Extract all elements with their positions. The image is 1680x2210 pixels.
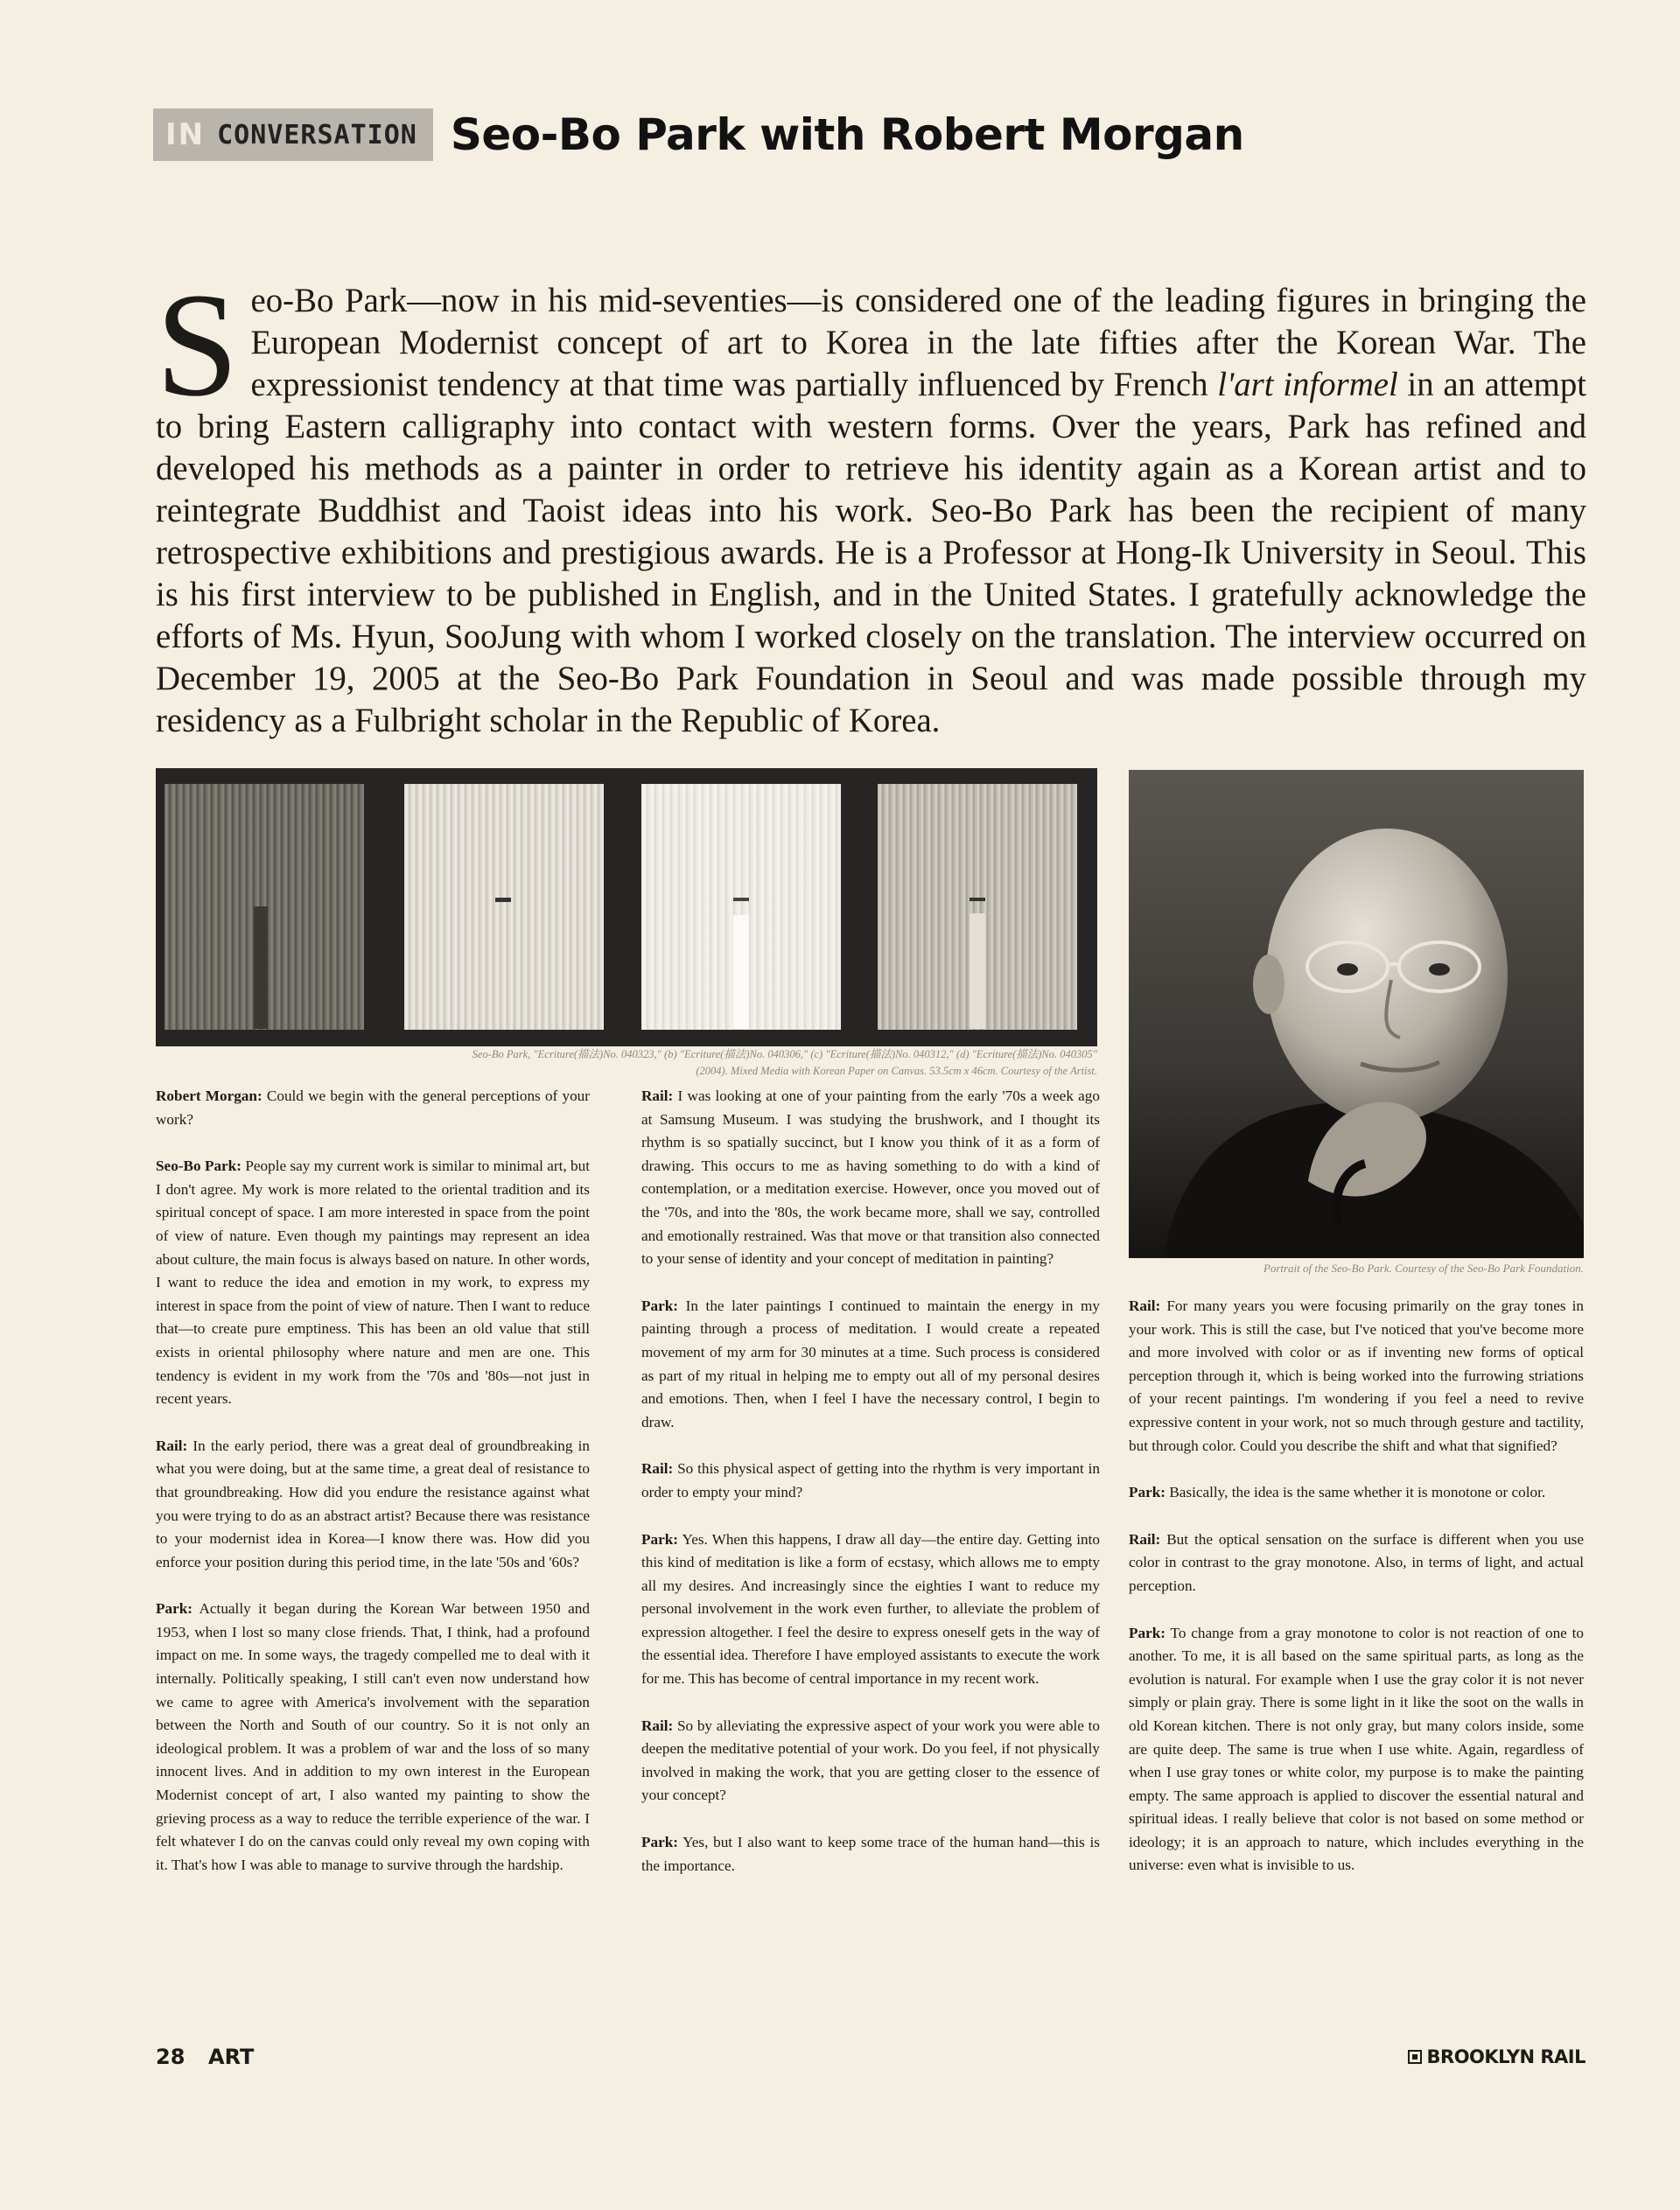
paintings-caption-line1: Seo-Bo Park, "Ecriture(描法)No. 040323," (b) "Ecriture(描法)No. 040306," (c) "Ecriture(描法)No. 040312," (d) "Ecriture(描法)No. 040305" — [472, 1048, 1097, 1060]
intro-text-part2: in an attempt to bring Eastern calligraphy into contact with western forms. Over the years, Park has refined and developed his methods as a painter in order to retrieve his identity again as a Korean artist and to reintegrate Buddhist and Taoist ideas into his work. Seo-Bo Park has been the recipient of many retrospective exhibitions and prestigious awards. He is a Professor at Hong-Ik University in Seoul. This is his first interview to be published in English, and in the United States. I gratefully acknowledge the efforts of Ms. Hyun, SooJung with whom I worked closely on the translation. The interview occurred on December 19, 2005 at the Seo-Bo Park Foundation in Seoul and was made possible through my residency as a Fulbright scholar in the Republic of Korea. — [156, 366, 1586, 739]
speaker-name: Rail: — [1129, 1530, 1161, 1548]
paragraph-text: I was looking at one of your painting from the early '70s a week ago at Samsung Museum. I was studying the brushwork, and I thought its rhythm is so spatially succinct, but I know you think of it as a form of drawing. This occurs to me as having something to do with a kind of contemplation, or a meditation exercise. However, once you moved out of the '70s, and into the '80s, the work became more, shall we say, controlled and emotionally restrained. Was that move or that transition also connected to your sense of identity and your concept of meditation in painting? — [641, 1088, 1100, 1268]
speaker-name: Park: — [641, 1297, 679, 1314]
painting-d — [878, 784, 1077, 1030]
speaker-name: Rail: — [156, 1437, 188, 1454]
paintings-caption — [156, 1046, 1097, 1080]
interview-paragraph — [1129, 1528, 1584, 1598]
interview-paragraph — [156, 1435, 590, 1575]
interview-paragraph — [641, 1085, 1100, 1271]
interview-paragraph — [641, 1528, 1100, 1691]
paragraph-text: People say my current work is similar to minimal art, but I don't agree. My work is more related to the oriental tradition and its spiritual concept of space. I am more interested in space from the point of view of nature. Even though my paintings may represent an idea about culture, the main focus is always based on nature. In other words, I want to reduce the idea and emotion in my work, to express my interest in space from the point of view of nature. Then I want to reduce that—to create pure emptiness. This has been an old value that still exists in oriental philosophy where nature and men are one. This tendency is evident in my work from the '70s and '80s—not just in recent years. — [156, 1157, 590, 1408]
intro-text-part1: eo-Bo Park—now in his mid-seventies—is considered one of the leading figures in bringing the European Modernist concept of art to Korea in the late fifties after the Korean War. The expressionist tendency at that time was partially influenced by French — [250, 282, 1586, 403]
article-column-1 — [156, 1085, 590, 1900]
in-mark: IN — [165, 117, 206, 152]
article-title: Seo-Bo Park with Robert Morgan — [450, 109, 1244, 160]
speaker-name: Seo-Bo Park: — [156, 1157, 242, 1175]
interview-paragraph — [156, 1598, 590, 1877]
speaker-name: Rail: — [641, 1088, 674, 1104]
paragraph-text: In the later paintings I continued to maintain the energy in my painting through a process of meditation. I would create a repeated movement of my arm for 30 minutes at a time. Such process is considered as part of my ritual in helping me to empty out all of my personal desires and emotions. Then, when I feel I have the necessary control, I begin to draw. — [641, 1297, 1100, 1430]
paragraph-text: For many years you were focusing primarily on the gray tones in your work. This is still the case, but I've noticed that you've become more and more involved with color or as if inventing new forms of optical perception through it, which is being worked into the furrowing striations of your recent paintings. I'm wondering if you feel a need to revive expressive content in your work, not so much through gesture and tactility, but through color. Could you describe the shift and what that signified? — [1129, 1297, 1584, 1454]
artist-portrait — [1129, 770, 1584, 1258]
publication-brand — [1408, 2046, 1586, 2067]
speaker-name: Park: — [1129, 1624, 1166, 1641]
interview-paragraph — [1129, 1295, 1584, 1458]
paintings-image — [156, 768, 1097, 1046]
paragraph-text: To change from a gray monotone to color is not reaction of one to another. To me, it is all based on the same spiritual parts, as long as the evolution is natural. For example when I use the gray color it is not never simply or plain gray. There is some light in it like the soot on the walls in old Korean kitchen. There is not only gray, but many colors inside, some are quite deep. The same is true when I use white. Again, regardless of when I use gray tones or white color, my purpose is to make the painting empty. The same approach is applied to discover the essential natural and spiritual ideas. I really believe that color is not based on some method or ideology; it is an approach to nature, which includes everything in the universe: even what is invisible to us. — [1129, 1624, 1584, 1874]
brooklyn-rail-logo-icon — [1408, 2050, 1422, 2064]
painting-c — [641, 784, 841, 1030]
speaker-name: Park: — [1129, 1484, 1166, 1501]
brand-name: BROOKLYN RAIL — [1426, 2046, 1586, 2067]
interview-paragraph — [641, 1458, 1100, 1504]
page-number: 28 — [156, 2045, 186, 2069]
speaker-name: Rail: — [641, 1460, 674, 1478]
intro-italic-term: l'art informel — [1217, 366, 1398, 403]
drop-cap: S — [156, 262, 239, 427]
speaker-name: Park: — [156, 1600, 193, 1618]
paragraph-text: Could we begin with the general perceptions of your work? — [156, 1088, 590, 1128]
interview-paragraph — [1129, 1622, 1584, 1878]
interview-paragraph — [156, 1155, 590, 1411]
paragraph-text: In the early period, there was a great deal of groundbreaking in what you were doing, but at the same time, a great deal of resistance to that groundbreaking. How did you endure the resistance against what you were trying to do as an abstract artist? Because there was resistance to your modernist idea in Korea—I know there was. How did you enforce your position during this period time, in the late '50s and '60s? — [156, 1437, 590, 1570]
speaker-name: Robert Morgan: — [156, 1088, 262, 1104]
painting-a — [164, 784, 364, 1030]
footer-section-name: ART — [208, 2045, 255, 2069]
portrait-illustration — [1129, 770, 1584, 1258]
portrait-caption: Portrait of the Seo-Bo Park. Courtesy of the Seo-Bo Park Foundation. — [1263, 1262, 1584, 1275]
interview-paragraph — [156, 1085, 590, 1131]
paintings-caption-line2: (2004). Mixed Media with Korean Paper on Canvas. 53.5cm x 46cm. Courtesy of the Artist. — [696, 1065, 1097, 1077]
section-name-label: CONVERSATION — [217, 119, 417, 150]
paragraph-text: Basically, the idea is the same whether it is monotone or color. — [1166, 1484, 1546, 1501]
interview-paragraph — [641, 1831, 1100, 1878]
paragraph-text: Yes, but I also want to keep some trace of the human hand—this is the importance. — [641, 1834, 1100, 1874]
painting-b — [404, 784, 604, 1030]
speaker-name: Rail: — [641, 1717, 674, 1734]
article-column-3 — [1129, 1295, 1584, 1901]
speaker-name: Park: — [641, 1530, 679, 1548]
intro-paragraph — [156, 262, 1586, 742]
paragraph-text: But the optical sensation on the surface is different when you use color in contrast to the gray monotone. Also, in terms of light, and actual perception. — [1129, 1530, 1584, 1594]
paragraph-text: Actually it began during the Korean War between 1950 and 1953, when I lost so many close friends. That, I think, had a profound impact on me. In some ways, the tragedy compelled me to deal with it internally. Politically speaking, I still can't even now understand how we came to agree with America's involvement with the separation between the North and South of our country. So it is not only an ideological problem. It was a problem of war and the loss of so many innocent lives. And in addition to my own interest in the European Modernist concept of art, I also wanted my painting to show the grieving process as a way to reduce the terrible experience of the war. I felt whatever I do on the canvas could only reveal my own coping with it. That's how I was able to manage to survive through the hardship. — [156, 1600, 590, 1873]
interview-paragraph — [1129, 1481, 1584, 1505]
interview-paragraph — [641, 1295, 1100, 1435]
paragraph-text: So by alleviating the expressive aspect of your work you were able to deepen the meditative potential of your work. Do you feel, if not physically involved in making the work, that you are getting closer to the essence of your concept? — [641, 1717, 1100, 1804]
article-column-2 — [641, 1085, 1100, 1901]
interview-paragraph — [641, 1715, 1100, 1808]
speaker-name: Rail: — [1129, 1297, 1161, 1314]
paragraph-text: So this physical aspect of getting into the rhythm is very important in order to empty your mind? — [641, 1460, 1100, 1500]
paragraph-text: Yes. When this happens, I draw all day—the entire day. Getting into this kind of meditation is like a form of ecstasy, which allows me to empty all my desires. And increasingly since the eighties I want to reduce my personal involvement in the work even further, to alleviate the problem of expression altogether. I feel the desire to express oneself gets in the way of the essential idea. Therefore I have employed assistants to execute the work for me. This has become of central importance in my recent work. — [641, 1530, 1100, 1688]
speaker-name: Park: — [641, 1834, 679, 1851]
article-header — [153, 108, 1244, 161]
section-label — [153, 108, 433, 161]
